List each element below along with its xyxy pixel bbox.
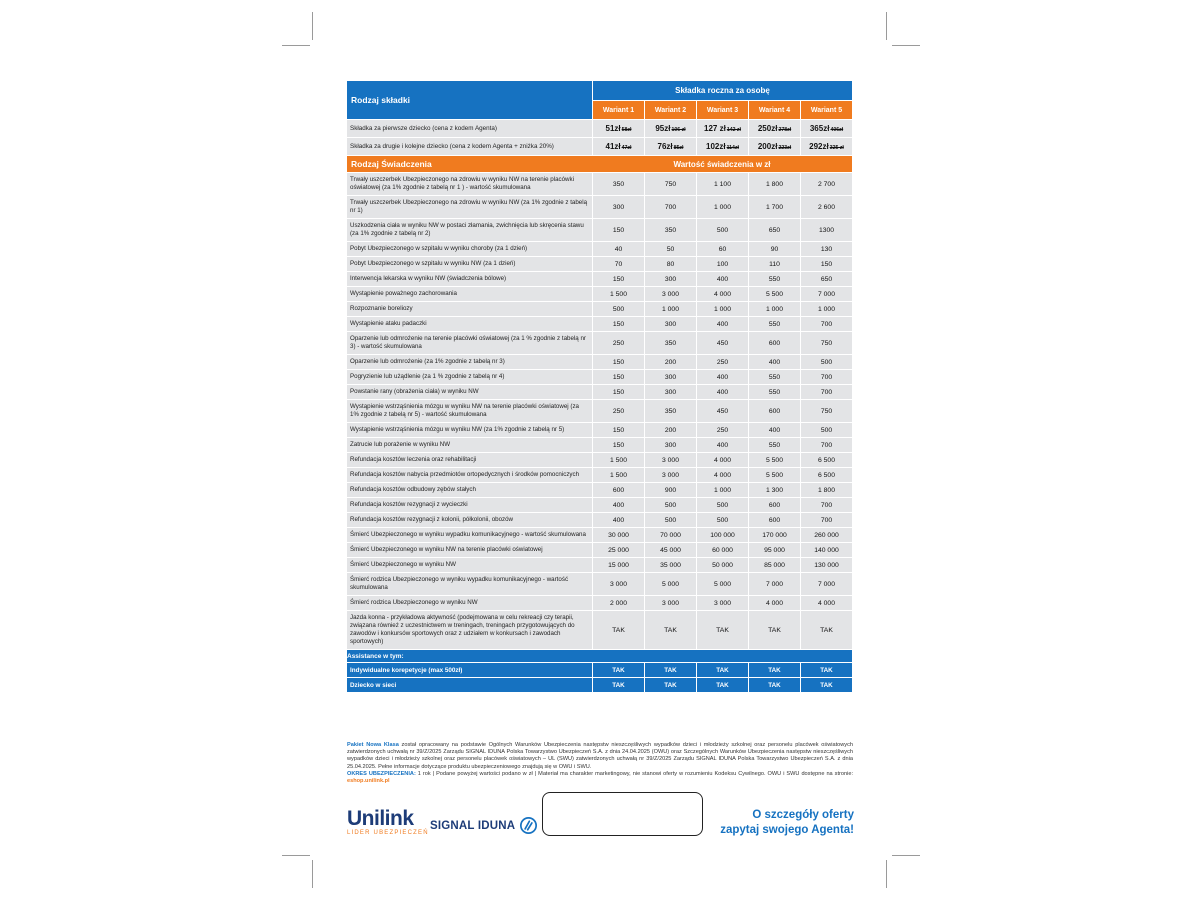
benefit-type-header: Rodzaj Świadczenia (347, 156, 592, 172)
benefit-value: 550 (748, 370, 800, 384)
benefit-value: 150 (592, 385, 644, 399)
product-name: Pakiet Nowa Klasa (347, 742, 399, 748)
benefit-value: 80 (644, 257, 696, 271)
premium-value (696, 138, 748, 155)
benefit-value: 350 (644, 219, 696, 241)
premium-old-price: 325 zł (829, 145, 844, 151)
benefit-row (347, 498, 852, 512)
assistance-value: TAK (800, 678, 852, 692)
benefit-value: 3 000 (644, 468, 696, 482)
benefit-value: 400 (696, 370, 748, 384)
benefit-value: 85 000 (748, 558, 800, 572)
benefit-value: 130 000 (800, 558, 852, 572)
benefit-row (347, 355, 852, 369)
signal-iduna-emblem-icon (520, 817, 537, 834)
benefit-value: 550 (748, 317, 800, 331)
premium-old-price: 142 zł (726, 127, 741, 133)
benefit-value: 15 000 (592, 558, 644, 572)
premium-value (592, 138, 644, 155)
benefit-value: 1 000 (696, 302, 748, 316)
premium-value (800, 138, 852, 155)
benefit-value: 700 (800, 498, 852, 512)
benefit-value: 500 (644, 498, 696, 512)
premium-value (644, 120, 696, 137)
benefit-value: 30 000 (592, 528, 644, 542)
benefit-label: Uszkodzenia ciała w wyniku NW w postaci złamania, zwichnięcia lub skręcenia stawu (za 1% zgodnie z tabelą nr 2) (347, 219, 592, 241)
benefit-row (347, 287, 852, 301)
benefit-row (347, 453, 852, 467)
benefit-label: Refundacja kosztów odbudowy zębów stałych (347, 483, 592, 497)
benefit-row (347, 196, 852, 218)
premium-row (347, 120, 852, 137)
benefit-value: 1 000 (696, 196, 748, 218)
premium-old-price: 223zł (778, 145, 792, 151)
benefit-value: 60 000 (696, 543, 748, 557)
assistance-value: TAK (696, 678, 748, 692)
benefit-row (347, 573, 852, 595)
benefit-value: 150 (592, 272, 644, 286)
premium-value (748, 120, 800, 137)
benefit-label: Wystąpienie ataku padaczki (347, 317, 592, 331)
assistance-value: TAK (800, 663, 852, 677)
benefit-value: 400 (748, 355, 800, 369)
benefit-value: 7 000 (800, 573, 852, 595)
benefit-value: 300 (644, 438, 696, 452)
benefit-row (347, 317, 852, 331)
benefit-value: 1 500 (592, 453, 644, 467)
benefit-value: 750 (800, 400, 852, 422)
benefit-row (347, 370, 852, 384)
benefit-value: 450 (696, 400, 748, 422)
benefit-value: 40 (592, 242, 644, 256)
benefit-value: 900 (644, 483, 696, 497)
premium-old-price: 58zł (621, 127, 632, 133)
benefit-value: 650 (800, 272, 852, 286)
benefit-value: 600 (748, 332, 800, 354)
benefit-row (347, 528, 852, 542)
benefit-value: 500 (800, 355, 852, 369)
benefit-value: 4 000 (748, 596, 800, 610)
benefit-row (347, 385, 852, 399)
crop-mark (886, 860, 887, 888)
benefit-label: Trwały uszczerbek Ubezpieczonego na zdrowiu w wyniku NW (za 1% zgodnie z tabelą nr 1) (347, 196, 592, 218)
benefit-row (347, 543, 852, 557)
benefit-value: 100 (696, 257, 748, 271)
crop-mark (312, 12, 313, 40)
benefit-label: Śmierć Ubezpieczonego w wyniku NW (347, 558, 592, 572)
benefit-value: 600 (748, 400, 800, 422)
benefit-row (347, 400, 852, 422)
benefit-value: 400 (748, 423, 800, 437)
benefit-label: Śmierć rodzica Ubezpieczonego w wyniku wypadku komunikacyjnego - wartość skumulowana (347, 573, 592, 595)
benefit-value: 400 (696, 385, 748, 399)
assistance-value: TAK (696, 663, 748, 677)
benefit-value: 400 (696, 438, 748, 452)
premium-price: 51zł (605, 124, 621, 133)
insurance-period-label: OKRES UBEZPIECZENIA: (347, 770, 416, 777)
benefit-value: 170 000 (748, 528, 800, 542)
benefit-value: 600 (748, 513, 800, 527)
benefit-value: 400 (592, 513, 644, 527)
premium-old-price: 406zł (830, 127, 844, 133)
benefit-label: Trwały uszczerbek Ubezpieczonego na zdrowiu w wyniku NW na terenie placówki oświatowej (za 1% zgodnie z tabelą nr 1 ) - wartość skumulowana (347, 173, 592, 195)
benefit-row (347, 242, 852, 256)
benefit-value: 500 (696, 513, 748, 527)
benefit-value: 1 000 (800, 302, 852, 316)
assistance-value: TAK (748, 663, 800, 677)
cta-line-2: zapytaj swojego Agenta! (720, 824, 854, 836)
benefit-label: Refundacja kosztów rezygnacji z kolonii, półkolonii, obozów (347, 513, 592, 527)
premium-price: 127 zł (704, 124, 726, 133)
benefit-value: 550 (748, 438, 800, 452)
benefit-value: 750 (800, 332, 852, 354)
assistance-row (347, 663, 852, 677)
premium-price: 41zł (605, 142, 621, 151)
cta-line-1: O szczegóły oferty (752, 809, 854, 821)
assistance-value: TAK (748, 678, 800, 692)
benefit-value: 1 500 (592, 287, 644, 301)
benefit-value: 500 (696, 219, 748, 241)
premium-price: 95zł (655, 124, 671, 133)
benefit-value: 250 (592, 332, 644, 354)
benefit-value: TAK (592, 611, 644, 649)
premium-old-price: 278zł (778, 127, 792, 133)
variant-header: Wariant 1 (592, 101, 644, 119)
benefit-label: Oparzenie lub odmrożenie (za 1% zgodnie z tabelą nr 3) (347, 355, 592, 369)
benefit-value: 400 (592, 498, 644, 512)
benefit-value: 90 (748, 242, 800, 256)
benefit-value: 550 (748, 385, 800, 399)
benefit-value: 150 (592, 423, 644, 437)
benefit-value: 300 (644, 370, 696, 384)
benefit-value: 1 800 (800, 483, 852, 497)
benefit-value: 3 000 (644, 287, 696, 301)
benefit-value: 45 000 (644, 543, 696, 557)
benefit-value: 4 000 (800, 596, 852, 610)
premium-value (592, 120, 644, 137)
assistance-header-row (347, 650, 852, 662)
assistance-value: TAK (592, 663, 644, 677)
premium-type-header: Rodzaj składki (347, 81, 592, 119)
premium-price: 365zł (809, 124, 830, 133)
benefit-value: 5 500 (748, 453, 800, 467)
benefit-value: 7 000 (748, 573, 800, 595)
benefit-value: 350 (644, 332, 696, 354)
signal-iduna-logo (430, 817, 537, 834)
benefit-value: 500 (800, 423, 852, 437)
agent-stamp-box (542, 792, 703, 836)
benefit-value: 400 (696, 272, 748, 286)
benefit-value: TAK (748, 611, 800, 649)
benefit-value: 100 000 (696, 528, 748, 542)
benefit-value: 1 000 (696, 483, 748, 497)
variant-header: Wariant 4 (748, 101, 800, 119)
benefit-value: 1 700 (748, 196, 800, 218)
premium-value (748, 138, 800, 155)
crop-mark (282, 855, 310, 856)
crop-mark (892, 855, 920, 856)
benefit-value: TAK (696, 611, 748, 649)
benefit-value: 130 (800, 242, 852, 256)
benefit-value: 3 000 (644, 453, 696, 467)
benefit-value: 1 000 (644, 302, 696, 316)
benefit-value: 250 (592, 400, 644, 422)
benefit-value: 5 500 (748, 468, 800, 482)
benefit-value: 2 000 (592, 596, 644, 610)
benefit-value: 4 000 (696, 468, 748, 482)
benefit-value: 6 500 (800, 453, 852, 467)
benefit-value: 50 000 (696, 558, 748, 572)
benefit-value: 3 000 (644, 596, 696, 610)
unilink-logo (347, 808, 429, 836)
benefit-row (347, 468, 852, 482)
benefit-row (347, 611, 852, 649)
benefit-value: 450 (696, 332, 748, 354)
benefit-value: 25 000 (592, 543, 644, 557)
premium-label: Składka za pierwsze dziecko (cena z kodem Agenta) (347, 120, 592, 137)
assistance-header: Assistance w tym: (347, 650, 852, 662)
benefit-row (347, 513, 852, 527)
benefit-label: Refundacja kosztów nabycia przedmiotów ortopedycznych i środków pomocniczych (347, 468, 592, 482)
benefit-value: 700 (800, 385, 852, 399)
unilink-tagline: LIDER UBEZPIECZEŃ (347, 830, 429, 836)
benefit-value: 1 800 (748, 173, 800, 195)
benefit-value: 7 000 (800, 287, 852, 301)
benefit-value: 6 500 (800, 468, 852, 482)
premium-value (800, 120, 852, 137)
benefit-value: 500 (592, 302, 644, 316)
benefit-value: 110 (748, 257, 800, 271)
benefit-value: 250 (696, 355, 748, 369)
benefit-label: Refundacja kosztów rezygnacji z wycieczki (347, 498, 592, 512)
premium-old-price: 85zł (673, 145, 684, 151)
benefit-value: 700 (800, 438, 852, 452)
benefit-value: 1 100 (696, 173, 748, 195)
variant-header: Wariant 2 (644, 101, 696, 119)
premium-price: 200zł (757, 142, 778, 151)
premium-price: 102zł (706, 142, 726, 151)
benefit-value: 300 (644, 272, 696, 286)
benefit-value: 5 000 (696, 573, 748, 595)
benefit-value: 50 (644, 242, 696, 256)
assistance-label: Dziecko w sieci (347, 678, 592, 692)
benefit-value: 750 (644, 173, 696, 195)
benefit-label: Refundacja kosztów leczenia oraz rehabilitacji (347, 453, 592, 467)
benefit-value: 350 (644, 400, 696, 422)
premium-row (347, 138, 852, 155)
benefit-value: 650 (748, 219, 800, 241)
benefit-value: 600 (592, 483, 644, 497)
benefit-row (347, 438, 852, 452)
benefit-label: Pobyt Ubezpieczonego w szpitalu w wyniku choroby (za 1 dzień) (347, 242, 592, 256)
benefit-value: 5 000 (644, 573, 696, 595)
benefit-value: 5 500 (748, 287, 800, 301)
benefit-value: 550 (748, 272, 800, 286)
benefit-row (347, 257, 852, 271)
benefit-value: 500 (696, 498, 748, 512)
benefit-value: 150 (592, 317, 644, 331)
benefit-row (347, 302, 852, 316)
benefit-value: 700 (644, 196, 696, 218)
benefit-row (347, 596, 852, 610)
contact-agent-cta (708, 808, 854, 838)
premium-value (644, 138, 696, 155)
benefit-value: 150 (592, 370, 644, 384)
crop-mark (312, 860, 313, 888)
benefit-label: Wystąpienie poważnego zachorowania (347, 287, 592, 301)
benefit-value: 60 (696, 242, 748, 256)
benefit-value: 4 000 (696, 287, 748, 301)
benefit-value: 4 000 (696, 453, 748, 467)
benefit-label: Wystąpienie wstrząśnienia mózgu w wyniku NW na terenie placówki oświatowej (za 1% zgodnie z tabelą nr 5) - wartość skumulowana (347, 400, 592, 422)
variant-header: Wariant 3 (696, 101, 748, 119)
benefit-row (347, 332, 852, 354)
crop-mark (886, 12, 887, 40)
benefit-value: 2 700 (800, 173, 852, 195)
benefit-value: 700 (800, 317, 852, 331)
benefit-value: 600 (748, 498, 800, 512)
price-table (347, 80, 852, 693)
crop-mark (892, 45, 920, 46)
benefit-row (347, 483, 852, 497)
benefit-row (347, 219, 852, 241)
benefit-value: 2 600 (800, 196, 852, 218)
assistance-value: TAK (644, 678, 696, 692)
benefit-value: 1 500 (592, 468, 644, 482)
benefit-value: 140 000 (800, 543, 852, 557)
benefit-value: 3 000 (696, 596, 748, 610)
premium-price: 76zł (657, 142, 673, 151)
variant-header: Wariant 5 (800, 101, 852, 119)
benefit-value: 1300 (800, 219, 852, 241)
benefit-label: Wystąpienie wstrząśnienia mózgu w wyniku NW (za 1% zgodnie z tabelą nr 5) (347, 423, 592, 437)
assistance-label: Indywidualne korepetycje (max 500zł) (347, 663, 592, 677)
benefit-label: Jazda konna - przykładowa aktywność (podejmowana w celu rekreacji czy terapii, związana również z uczestnictwem w treningach, treningach przygotowujących do zawodów i konkursów sportowych oraz z udziałem w konkursach i zawodach sportowych) (347, 611, 592, 649)
assistance-value: TAK (644, 663, 696, 677)
signal-iduna-wordmark: SIGNAL IDUNA (430, 819, 516, 832)
benefit-label: Powstanie rany (obrażenia ciała) w wyniku NW (347, 385, 592, 399)
benefit-row (347, 173, 852, 195)
crop-mark (282, 45, 310, 46)
legal-text: został opracowany na podstawie Ogólnych Warunków Ubezpieczenia następstw nieszczęśliwych wypadków dzieci i młodzieży szkolnej oraz personelu placówek oświatowych zatwierdzonych uchwałą nr 39/Z/2025 Zarządu SIGNAL IDUNA Polska Towarzystwo Ubezpieczeń S.A. z dnia 24.04.2025 (OWU) oraz Szczególnych Warunków Ubezpieczenia następstw nieszczęśliwych wypadków dzieci i młodzieży szkolnej oraz personelu placówek oświatowych – UL (SWU) zatwierdzonych uchwałą nr 39/Z/2025 Zarządu SIGNAL IDUNA Polska Towarzystwo Ubezpieczeń S.A. z dnia 25.04.2025. Pełne informacje dotyczące produktu ubezpieczeniowego znajdują się w OWU i SWU. (347, 742, 853, 770)
price-table-sheet (347, 80, 852, 693)
benefit-value: TAK (644, 611, 696, 649)
assistance-row (347, 678, 852, 692)
benefit-label: Śmierć Ubezpieczonego w wyniku NW na terenie placówki oświatowej (347, 543, 592, 557)
benefit-row (347, 272, 852, 286)
benefit-row (347, 423, 852, 437)
benefit-value: 400 (696, 317, 748, 331)
benefit-value: 700 (800, 370, 852, 384)
premium-old-price: 47zł (621, 145, 632, 151)
benefit-value: 300 (592, 196, 644, 218)
premium-old-price: 106 zł (671, 127, 686, 133)
premium-label: Składka za drugie i kolejne dziecko (cena z kodem Agenta + zniżka 20%) (347, 138, 592, 155)
benefit-label: Zatrucie lub porażenie w wyniku NW (347, 438, 592, 452)
benefit-value: 300 (644, 385, 696, 399)
benefit-value: 70 000 (644, 528, 696, 542)
legal-notice (347, 742, 853, 785)
benefit-value: TAK (800, 611, 852, 649)
benefit-value: 1 000 (748, 302, 800, 316)
benefit-label: Pobyt Ubezpieczonego w szpitalu w wyniku NW (za 1 dzień) (347, 257, 592, 271)
benefit-label: Rozpoznanie boreliozy (347, 302, 592, 316)
benefit-value: 150 (592, 438, 644, 452)
premium-old-price: 114zł (726, 145, 739, 151)
benefit-value: 700 (800, 513, 852, 527)
premium-price: 292zł (809, 142, 829, 151)
benefit-label: Śmierć rodzica Ubezpieczonego w wyniku NW (347, 596, 592, 610)
benefit-value: 35 000 (644, 558, 696, 572)
benefit-value: 95 000 (748, 543, 800, 557)
benefit-label: Śmierć Ubezpieczonego w wyniku wypadku komunikacyjnego - wartość skumulowana (347, 528, 592, 542)
benefit-value: 1 300 (748, 483, 800, 497)
premium-value (696, 120, 748, 137)
benefit-value: 200 (644, 355, 696, 369)
benefit-value: 250 (696, 423, 748, 437)
benefit-value: 3 000 (592, 573, 644, 595)
annual-premium-header: Składka roczna za osobę (592, 81, 852, 100)
benefit-label: Interwencja lekarska w wyniku NW (świadczenia bólowe) (347, 272, 592, 286)
benefit-value: 300 (644, 317, 696, 331)
benefit-value: 70 (592, 257, 644, 271)
benefit-value-header: Wartość świadczenia w zł (592, 156, 852, 172)
benefit-value: 150 (592, 219, 644, 241)
benefit-value: 150 (592, 355, 644, 369)
benefit-value: 260 000 (800, 528, 852, 542)
legal-text-2: 1 rok | Podane powyżej wartości podano w zł | Materiał ma charakter marketingowy, nie stanowi oferty w rozumieniu Kodeksu Cywilnego. OWU i SWU dostępne na stronie: (415, 770, 853, 777)
benefit-value: 350 (592, 173, 644, 195)
unilink-wordmark: Unilink (347, 807, 414, 830)
benefit-value: 500 (644, 513, 696, 527)
benefit-label: Oparzenie lub odmrożenie na terenie placówki oświatowej (za 1 % zgodnie z tabelą nr 3) - wartość skumulowana (347, 332, 592, 354)
benefit-value: 200 (644, 423, 696, 437)
premium-price: 250zł (757, 124, 778, 133)
benefit-label: Pogryzienie lub użądlenie (za 1 % zgodnie z tabelą nr 4) (347, 370, 592, 384)
benefits-header-row (347, 156, 852, 172)
assistance-value: TAK (592, 678, 644, 692)
benefit-row (347, 558, 852, 572)
eshop-link[interactable]: eshop.unilink.pl (347, 778, 390, 785)
benefit-value: 150 (800, 257, 852, 271)
